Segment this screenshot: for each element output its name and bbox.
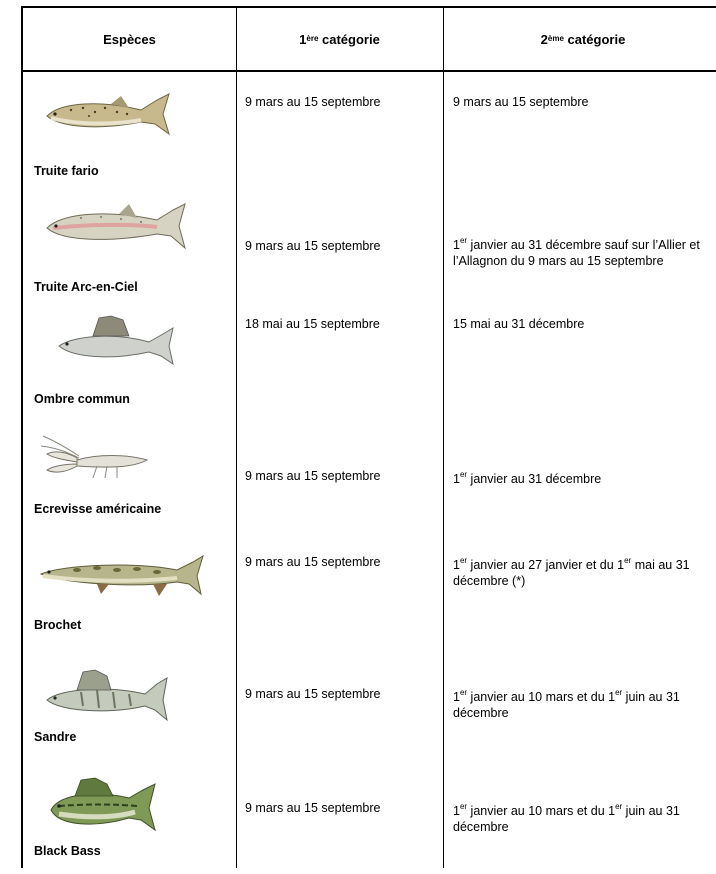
grayling-icon [53, 312, 179, 372]
species-cell [23, 72, 236, 190]
species-name: Sandre [34, 730, 77, 744]
pike-icon [37, 550, 207, 606]
category-1-period: 9 mars au 15 septembre [245, 95, 381, 109]
black-bass-icon [45, 774, 163, 840]
ordinal-superscript: er [459, 470, 468, 479]
rainbow-trout-icon [41, 200, 191, 252]
species-cell [23, 660, 236, 774]
header-cat2-text: catégorie [563, 31, 626, 47]
header-cat1-text: catégorie [318, 31, 380, 47]
header-category-1 [236, 8, 443, 70]
species-name: Brochet [34, 618, 82, 632]
ordinal-superscript: er [615, 688, 623, 697]
table-row [23, 424, 716, 542]
category-2-period: 15 mai au 31 décembre [453, 317, 585, 331]
category-1-period: 9 mars au 15 septembre [245, 555, 381, 569]
category-2-period: 1er janvier au 10 mars et du 1er juin au 31 décembre [453, 688, 680, 721]
category-2-period: 1er janvier au 31 décembre sauf sur l’Allier et l’Allagnon du 9 mars au 15 septembre [453, 236, 700, 269]
header-cat1-number: 1 [299, 31, 307, 47]
species-name: Black Bass [34, 844, 101, 858]
header-species-label: Espèces [103, 31, 156, 47]
table-header [23, 8, 716, 72]
category-1-period: 9 mars au 15 septembre [245, 687, 381, 701]
table-row [23, 774, 716, 874]
zander-icon [41, 662, 173, 728]
species-name: Ecrevisse américaine [34, 502, 162, 516]
table-row [23, 660, 716, 774]
category-1-period: 9 mars au 15 septembre [245, 239, 381, 253]
category-2-period: 1er janvier au 31 décembre [453, 470, 602, 487]
trout-fario-icon [41, 90, 173, 138]
species-cell [23, 190, 236, 306]
fishing-seasons-table [21, 6, 716, 868]
ordinal-superscript: er [459, 802, 468, 811]
header-category-2 [443, 8, 716, 70]
category-2-period: 9 mars au 15 septembre [453, 95, 589, 109]
table-row [23, 72, 716, 190]
ordinal-superscript: er [459, 556, 468, 565]
species-cell [23, 774, 236, 874]
species-cell [23, 306, 236, 424]
ordinal-superscript: er [459, 688, 468, 697]
table-row [23, 542, 716, 660]
category-2-period: 1er janvier au 10 mars et du 1er juin au 31 décembre [453, 802, 680, 835]
crayfish-icon [37, 428, 155, 488]
ordinal-superscript: er [615, 802, 623, 811]
header-cat2-sup: ème [547, 33, 564, 43]
ordinal-superscript: er [624, 556, 632, 565]
category-2-period: 1er janvier au 27 janvier et du 1er mai au 31 décembre (*) [453, 556, 690, 589]
header-cat2-number: 2 [540, 31, 548, 47]
header-species [23, 8, 236, 70]
table-row [23, 306, 716, 424]
category-1-period: 9 mars au 15 septembre [245, 801, 381, 815]
category-1-period: 9 mars au 15 septembre [245, 469, 381, 483]
ordinal-superscript: er [459, 236, 468, 245]
category-1-period: 18 mai au 15 septembre [245, 317, 380, 331]
species-name: Truite Arc-en-Ciel [34, 280, 138, 294]
species-cell [23, 542, 236, 660]
table-row [23, 190, 716, 306]
species-cell [23, 424, 236, 542]
species-name: Ombre commun [34, 392, 130, 406]
species-name: Truite fario [34, 164, 99, 178]
header-cat1-sup: ère [306, 33, 319, 43]
